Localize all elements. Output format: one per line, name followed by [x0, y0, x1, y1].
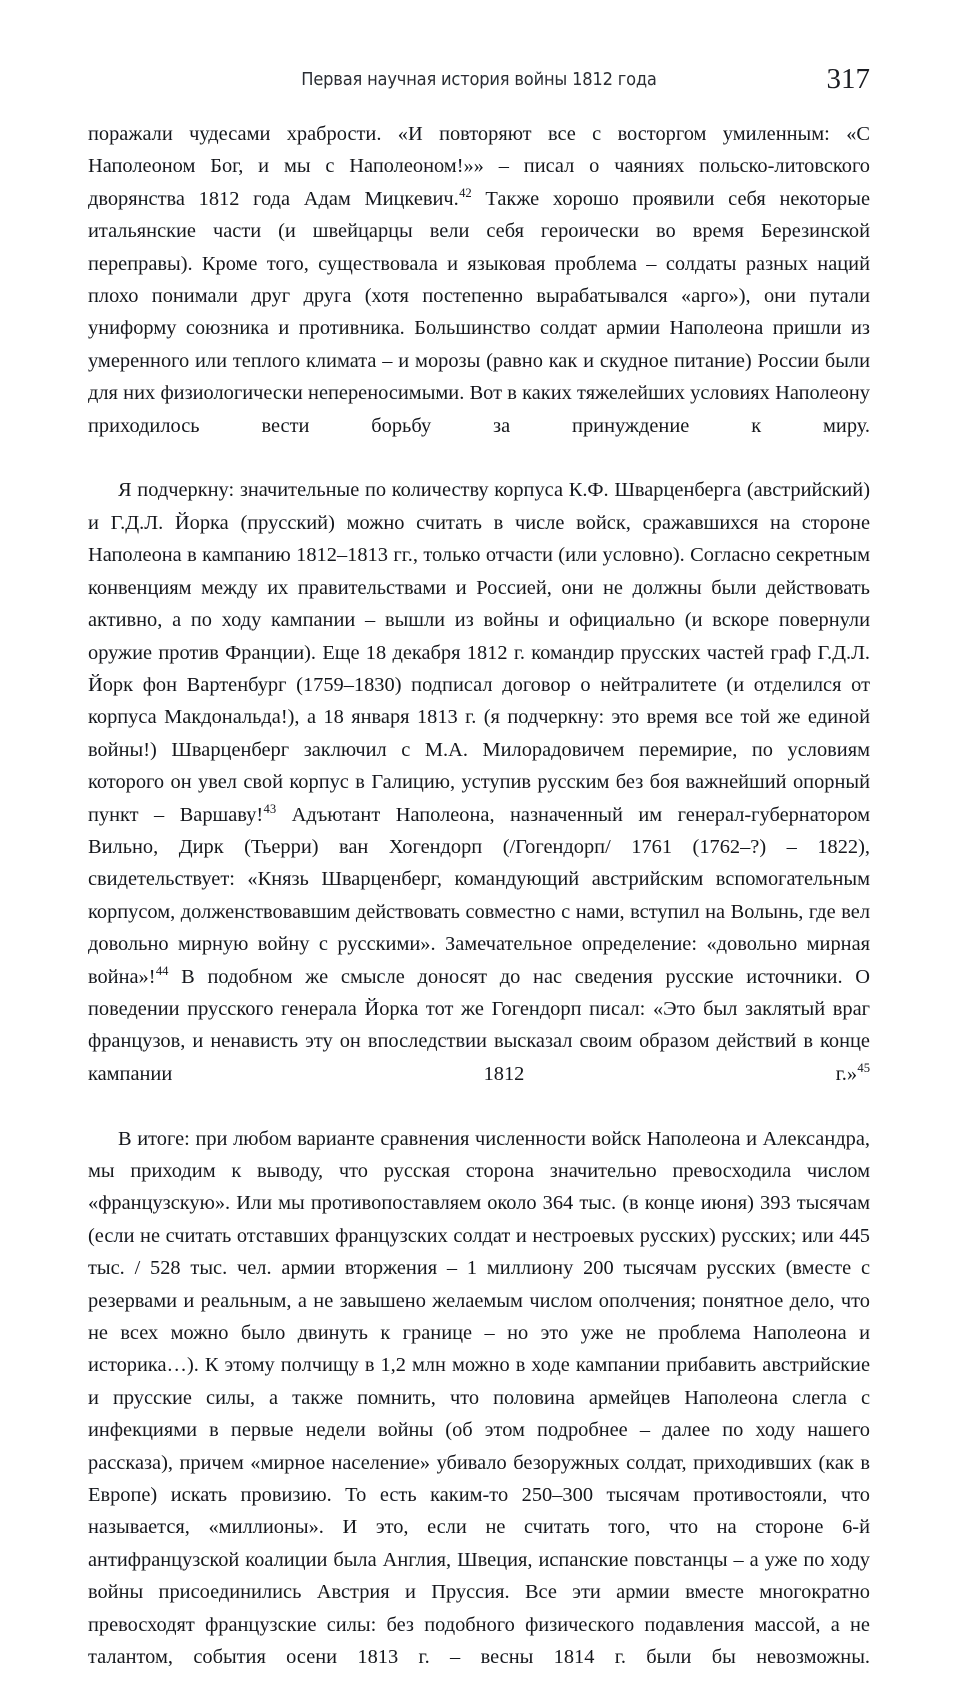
paragraph-3: [88, 1123, 870, 1706]
paragraph-2-text-after: Адъютант Наполеона, назначенный им генерал-губернатором Вильно, Дирк (Тьерри) ван Хогендорп (/Гогендорп/ 1761 (1762–?) – 1822), свидетельствует: «Князь Шварценберг, командующий австрийским вспомогательным корпусом, долженствовавшим действовать совместно с нами, вступил на Волынь, где вел довольно мирную войну с русскими». Замечательное определение: «довольно мирная война»!: [88, 803, 870, 988]
paragraph-2: [88, 474, 870, 1122]
running-header: [88, 62, 870, 104]
page-text-block: [88, 118, 870, 1706]
footnote-ref-44[interactable]: 44: [155, 963, 169, 978]
paragraph-2-text: Я подчеркну: значительные по количеству корпуса К.Ф. Шварценберга (австрийский) и Г.Д.Л. Йорка (прусский) можно считать в числе войск, сражавшихся на стороне Наполеона в кампанию 1812–1813 гг., только отчасти (или условно). Согласно секретным конвенциям между их правительствами и Россией, они не должны были действовать активно, а по ходу кампании – вышли из войны и официально (и вскоре повернули оружие против Франции). Еще 18 декабря 1812 г. командир прусских частей граф Г.Д.Л. Йорк фон Вартенбург (1759–1830) подписал договор о нейтралитете (и отделился от корпуса Макдональда!), а 18 января 1813 г. (я подчеркну: это время все той же единой войны!) Шварценберг заключил с М.А. Милорадовичем перемирие, по условиям которого он увел свой корпус в Галицию, уступив русским без боя важнейший опорный пункт – Варшаву!: [88, 479, 870, 826]
paragraph-1: [88, 118, 870, 474]
paragraph-2-text-after-2: В подобном же смысле доносят до нас сведения русские источники. О поведении прусского генерала Йорка тот же Гогендорп писал: «Это был заклятый враг французов, и ненависть эту он впоследствии высказал своим образом действий в конце кампании 1812 г.»: [88, 965, 870, 1085]
paragraph-3-text: В итоге: при любом варианте сравнения численности войск Наполеона и Александра, мы приходим к выводу, что русская сторона значительно превосходила числом «французскую». Или мы противопоставляем около 364 тыс. (в конце июня) 393 тысячам (если не считать отставших французских солдат и нестроевых русских) русских; или 445 тыс. / 528 тыс. чел. армии вторжения – 1 миллиону 200 тысячам русских (вместе с резервами и реальным, а не завышено желаемым числом ополчения; понятное дело, что не всех можно было двинуть к границе – но это уже не проблема Наполеона и историка…). К этому полчищу в 1,2 млн можно в ходе кампании прибавить австрийские и прусские силы, а также помнить, что половина армейцев Наполеона слегла с инфекциями в первые недели войны (об этом подробнее – далее по ходу нашего рассказа), причем «мирное население» убивало безоружных солдат, приходивших (как в Европе) искать провизию. То есть каким-то 250–300 тысячам противостояли, что называется, «миллионы». И это, если не считать того, что на стороне 6-й антифранцузской коалиции была Англия, Швеция, испанские повстанцы – а уже по ходу войны присоединились Австрия и Пруссия. Все эти армии вместе многократно превосходят французские силы: без подобного физического подавления массой, а не талантом, события осени 1813 г. – весны 1814 г. были бы невозможны.: [88, 1127, 870, 1669]
footnote-ref-45[interactable]: 45: [857, 1060, 870, 1075]
footnote-ref-42[interactable]: 42: [459, 185, 472, 200]
paragraph-1-text: поражали чудесами храбрости. «И повторяют все с восторгом умиленным: «С Наполеоном Бог, и мы с Наполеоном!»» – писал о чаяниях польско-литовского дворянства 1812 года Адам Мицкевич.: [88, 123, 870, 210]
paragraph-1-text-after: Также хорошо проявили себя некоторые итальянские части (и швейцарцы вели себя героически во время Березинской переправы). Кроме того, существовала и языковая проблема – солдаты разных наций плохо понимали друг друга (хотя постепенно вырабатывался «арго»), они путали униформу союзника и противника. Большинство солдат армии Наполеона пришли из умеренного или теплого климата – и морозы (равно как и скудное питание) России были для них физиологически непереносимыми. Вот в каких тяжелейших условиях Наполеону приходилось вести борьбу за принуждение к миру.: [88, 187, 870, 437]
footnote-ref-43[interactable]: 43: [263, 801, 277, 816]
running-title: Первая научная история войны 1812 года: [301, 70, 657, 90]
page-number: 317: [826, 63, 870, 95]
